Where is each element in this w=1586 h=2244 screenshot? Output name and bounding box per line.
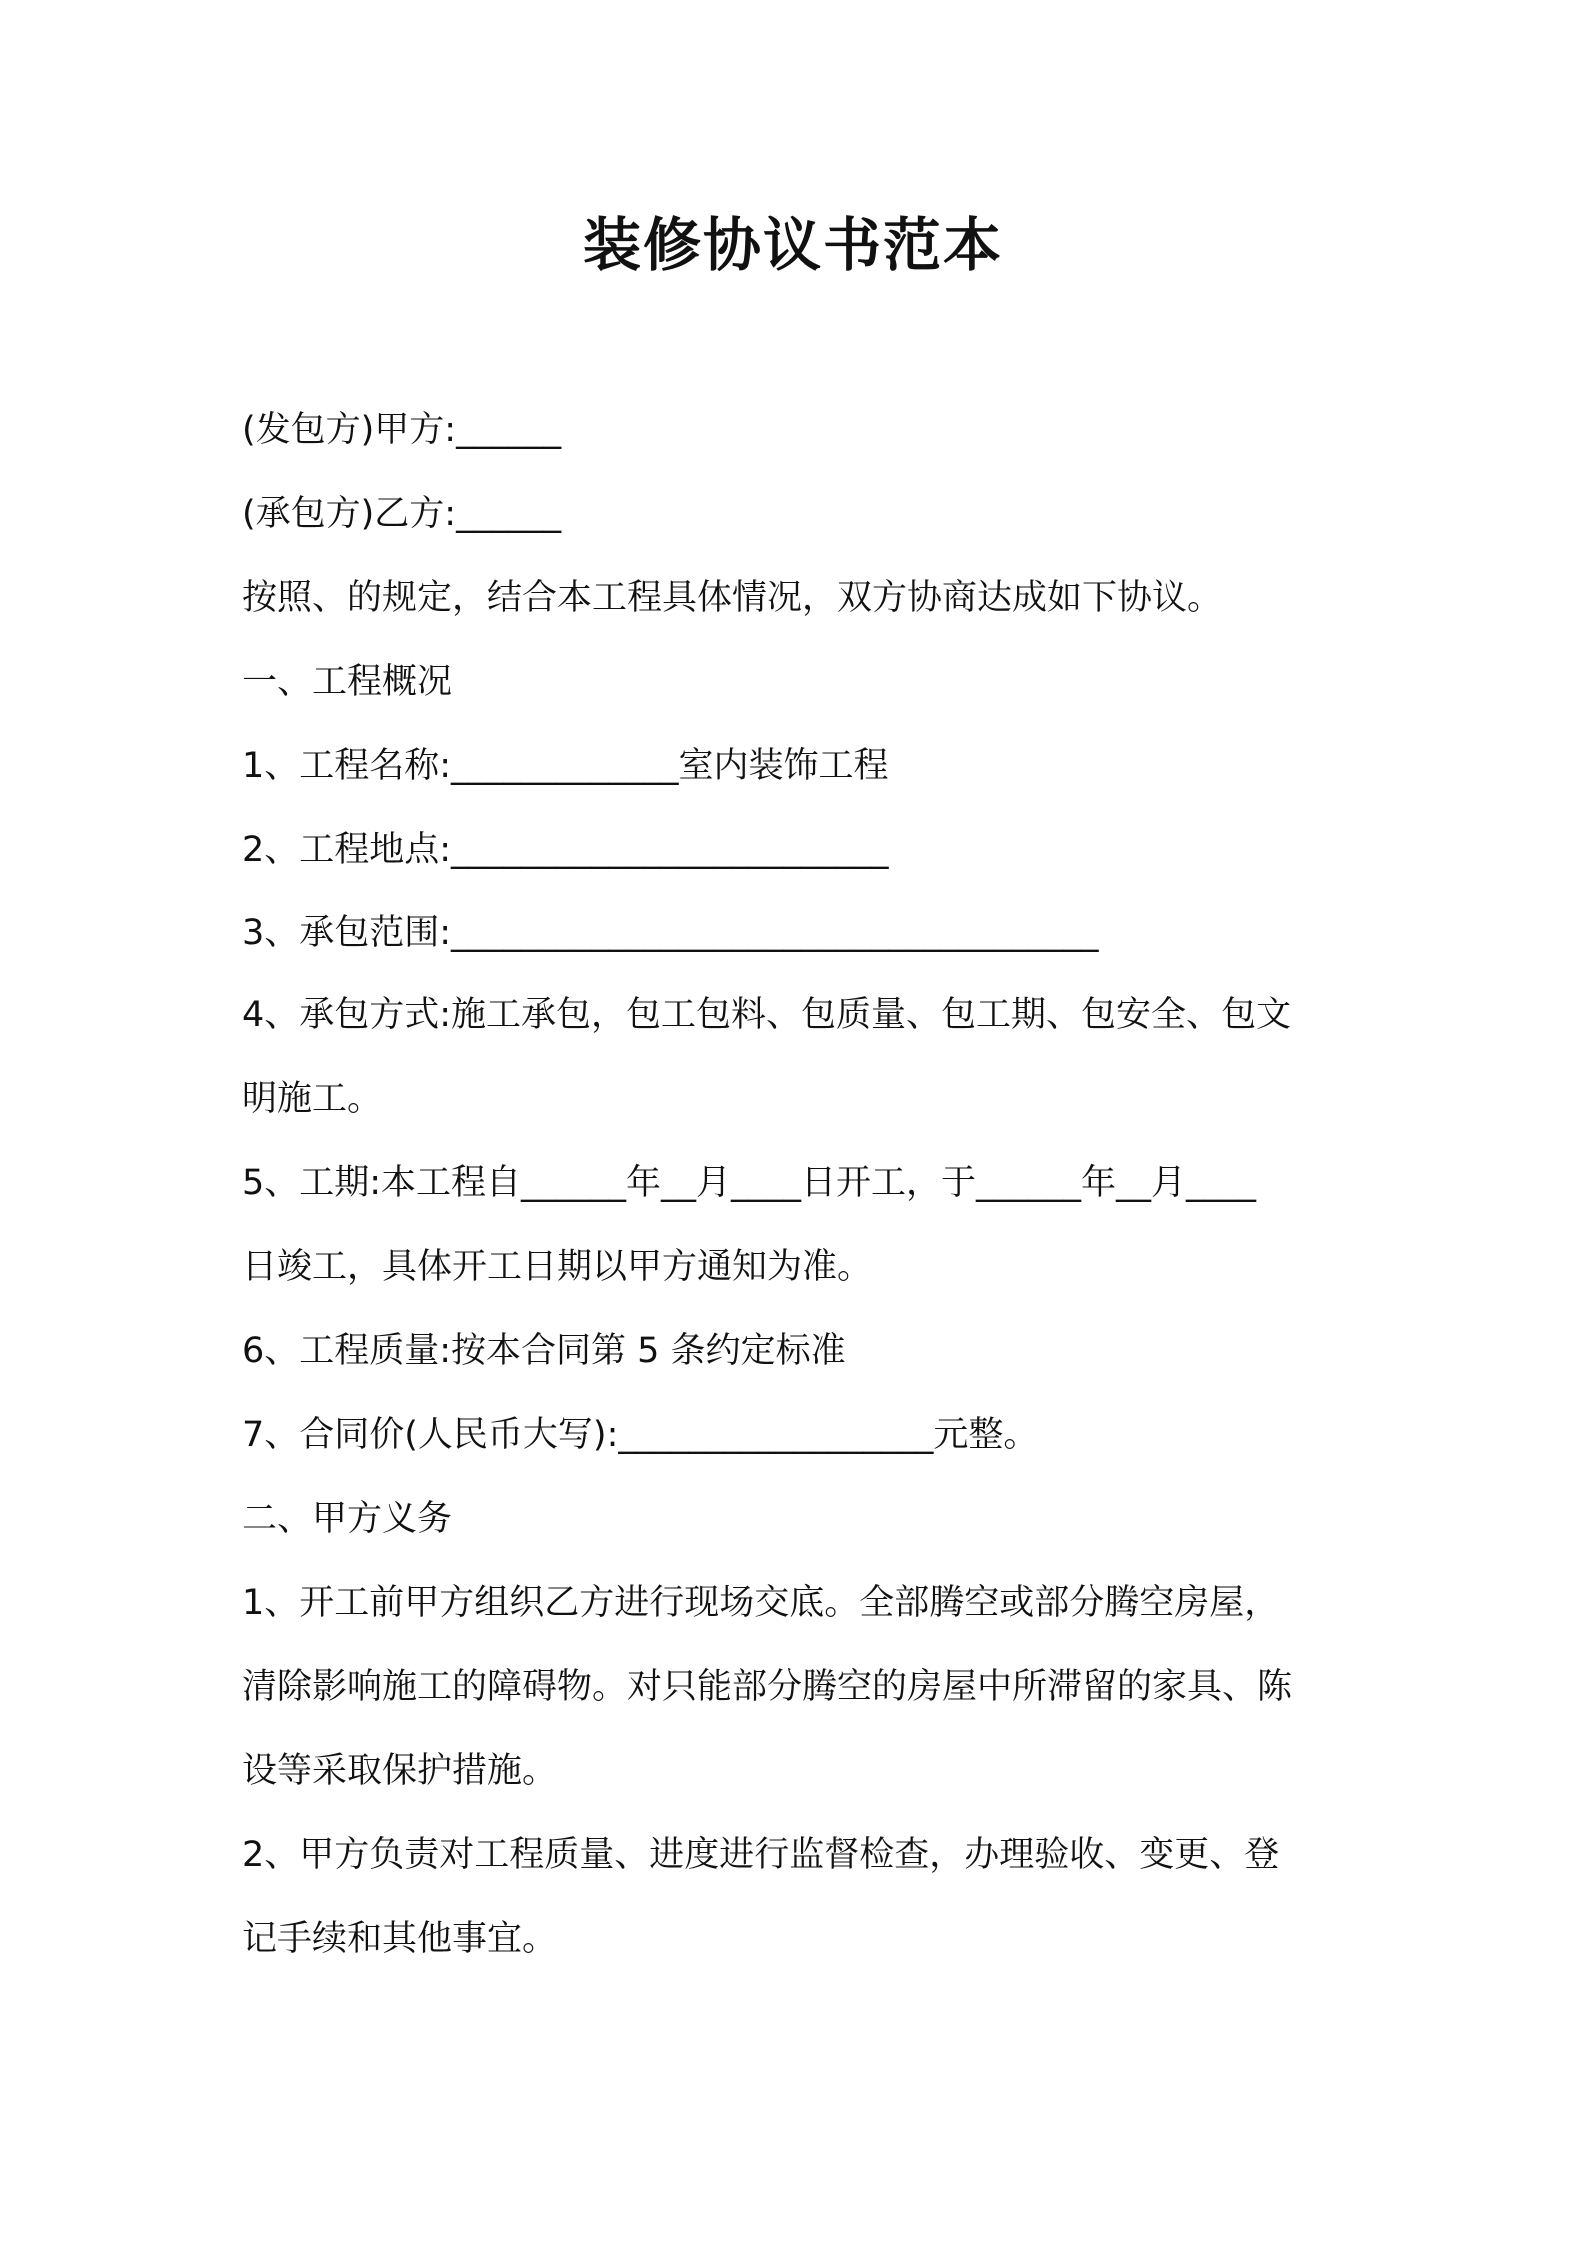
clause-line: 1、工程名称:_____________室内装饰工程 <box>242 746 889 786</box>
clause-line: 5、工期:本工程自______年__月____日开工，于______年__月____ <box>242 1163 1257 1203</box>
clause-line: 2、工程地点:_________________________ <box>242 830 889 870</box>
clause-line: 4、承包方式:施工承包，包工包料、包质量、包工期、包安全、包文 <box>242 995 1292 1035</box>
clause-line: 2、甲方负责对工程质量、进度进行监督检查，办理验收、变更、登 <box>242 1835 1280 1875</box>
clause-line: 1、开工前甲方组织乙方进行现场交底。全部腾空或部分腾空房屋， <box>242 1583 1280 1623</box>
clause-line-cont: 清除影响施工的障碍物。对只能部分腾空的房屋中所滞留的家具、陈 <box>242 1667 1293 1707</box>
clause-line: 3、承包范围:_____________________________________ <box>242 913 1099 953</box>
clause-line-cont: 日竣工，具体开工日期以甲方通知为准。 <box>242 1247 873 1287</box>
clause-line-cont: 设等采取保护措施。 <box>242 1751 558 1791</box>
party-b-line: (承包方)乙方:______ <box>242 494 562 534</box>
party-a-line: (发包方)甲方:______ <box>242 410 562 450</box>
section-heading: 一、工程概况 <box>242 662 453 702</box>
clause-line: 7、合同价(人民币大写):__________________元整。 <box>242 1415 1039 1455</box>
clause-line-cont: 记手续和其他事宜。 <box>242 1919 558 1959</box>
section-heading: 二、甲方义务 <box>242 1499 453 1539</box>
clause-line: 6、工程质量:按本合同第 5 条约定标准 <box>242 1331 846 1371</box>
document-title: 装修协议书范本 <box>582 211 1003 279</box>
preamble-line: 按照、的规定，结合本工程具体情况，双方协商达成如下协议。 <box>242 578 1223 618</box>
clause-line-cont: 明施工。 <box>242 1079 383 1119</box>
